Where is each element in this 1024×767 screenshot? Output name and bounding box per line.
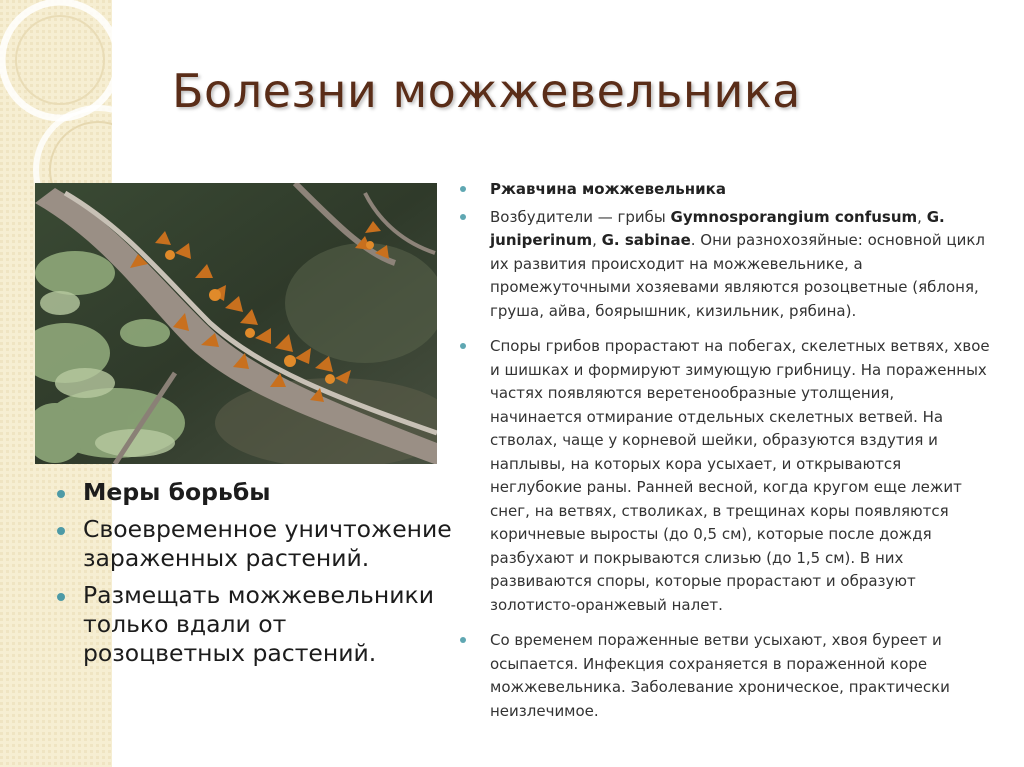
list-item: [55, 478, 455, 507]
pathogen-name: Gymnosporangium confusum: [670, 207, 918, 226]
list-item: [460, 629, 990, 723]
list-item: [460, 206, 990, 324]
outcome-text: Со временем пораженные ветви усыхают, хвоя буреет и осыпается. Инфекция сохраняется в пораженной коре можжевельника. Заболевание хроническое, практически неизлечимое.: [490, 631, 950, 720]
disease-heading: Ржавчина можжевельника: [490, 180, 726, 198]
pathogens-suffix: . Они разнохозяйные: основной цикл их развития происходит на можжевельнике, а промежуточными хозяевами являются розоцветные (яблоня, груша, айва, боярышник, кизильник, рябина).: [490, 231, 985, 320]
separator: ,: [917, 207, 927, 226]
slide-title: Болезни можжевельника: [172, 64, 801, 118]
list-item: [55, 515, 455, 573]
bullet-icon: [460, 637, 466, 643]
bullet-icon: [460, 343, 466, 349]
bullet-icon: [57, 527, 65, 535]
bullet-icon: [57, 490, 65, 498]
list-item-text: Своевременное уничтожение зараженных растений.: [83, 515, 452, 572]
bullet-icon: [460, 186, 466, 192]
list-item: [460, 335, 990, 617]
juniper-rust-photo: [35, 183, 437, 464]
list-item-text: Размещать можжевельники только вдали от розоцветных растений.: [83, 581, 434, 667]
pathogens-prefix: Возбудители — грибы: [490, 207, 671, 226]
bullet-icon: [57, 593, 65, 601]
pathogen-name: G. juniperinum: [490, 207, 945, 249]
list-item-text: Меры борьбы: [83, 478, 271, 506]
control-measures-list: [55, 478, 455, 676]
list-item: [460, 178, 990, 202]
separator: ,: [592, 231, 602, 249]
pathogen-name: G. sabinae: [601, 231, 691, 249]
spores-text: Споры грибов прорастают на побегах, скелетных ветвях, хвое и шишках и формируют зимующую грибницу. На пораженных частях появляются веретенообразные утолщения, начинается отмирание отдельных скелетных ветвей. На стволах, чаще у корневой шейки, образуются вздутия и наплывы, на которых кора усыхает, и открываются неглубокие раны. Ранней весной, когда кругом еще лежит снег, на ветвях, стволиках, в трещинах коры появляются коричневые выросты (до 0,5 см), которые после дождя разбухают и покрываются слизью (до 1,5 см). В них развиваются споры, которые прорастают и образуют золотисто-оранжевый налет.: [490, 337, 990, 614]
disease-description-list: [460, 178, 990, 735]
bullet-icon: [460, 214, 466, 220]
list-item: [55, 581, 455, 668]
